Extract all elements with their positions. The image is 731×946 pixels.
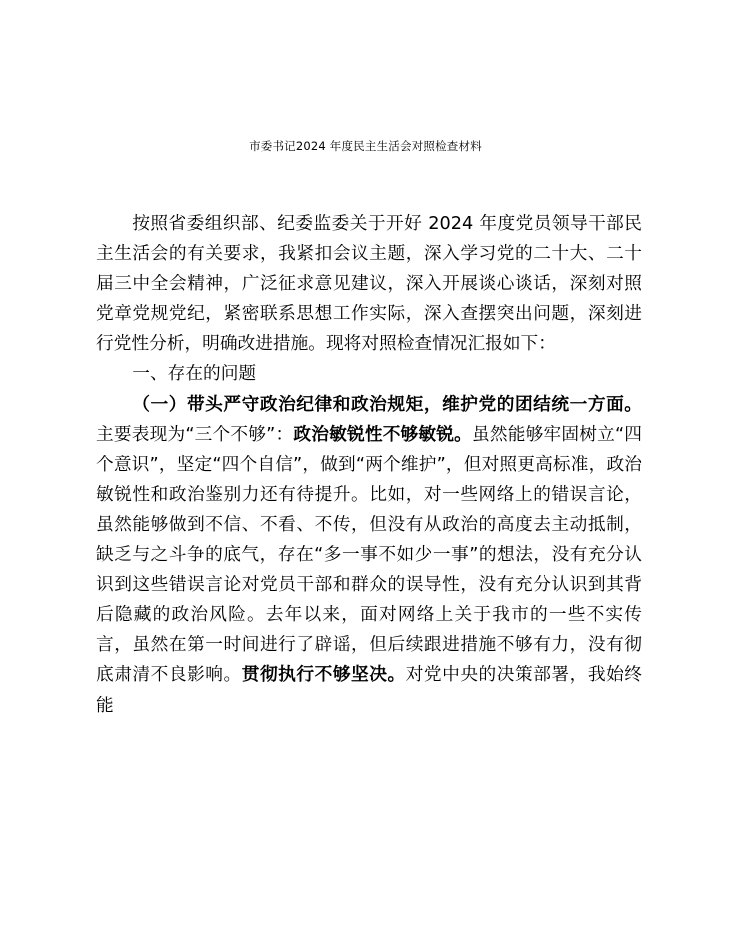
intro-paragraph: 按照省委组织部、纪委监委关于开好 2024 年度党员领导干部民主生活会的有关要求，我紧扣会议主题，深入学习党的二十大、二十届三中全会精神，广泛征求意见建议，深入开展谈心谈话，深刻对照党章党规党纪，紧密联系思想工作实际，深入查摆突出问题，深刻进行党性分析，明确改进措施。现将对照检查情况汇报如下： bbox=[96, 214, 642, 355]
document-title: 市委书记2024 年度民主生活会对照检查材料 bbox=[249, 139, 482, 153]
document-body bbox=[96, 209, 642, 721]
point-heading-political-sensitivity: 政治敏锐性不够敏锐。 bbox=[293, 424, 473, 445]
point-heading-implementation: 贯彻执行不够坚决。 bbox=[241, 665, 406, 686]
point-text-implementation: 对党中央的决策部署，我始终能 bbox=[96, 665, 642, 716]
subsection-paragraph bbox=[96, 390, 642, 721]
point-text-political-sensitivity: 虽然能够牢固树立“四个意识”，坚定“四个自信”，做到“两个维护”，但对照更高标准，政治敏锐性和政治鉴别力还有待提升。比如，对一些网络上的错误言论，虽然能够做到不信、不看、不传，但没有从政治的高度去主动抵制，缺乏与之斗争的底气，存在“多一事不如少一事”的想法，没有充分认识到这些错误言论对党员干部和群众的误导性，没有充分认识到其背后隐藏的政治风险。去年以来，面对网络上关于我市的一些不实传言，虽然在第一时间进行了辟谣，但后续跟进措施不够有力，没有彻底肃清不良影响。 bbox=[96, 424, 642, 686]
subsection-heading: （一）带头严守政治纪律和政治规矩，维护党的团结统一方面。 bbox=[132, 394, 642, 415]
subsection-lead-text: 主要表现为“三个不够”： bbox=[96, 424, 294, 445]
section-heading-problems: 一、存在的问题 bbox=[132, 364, 257, 385]
